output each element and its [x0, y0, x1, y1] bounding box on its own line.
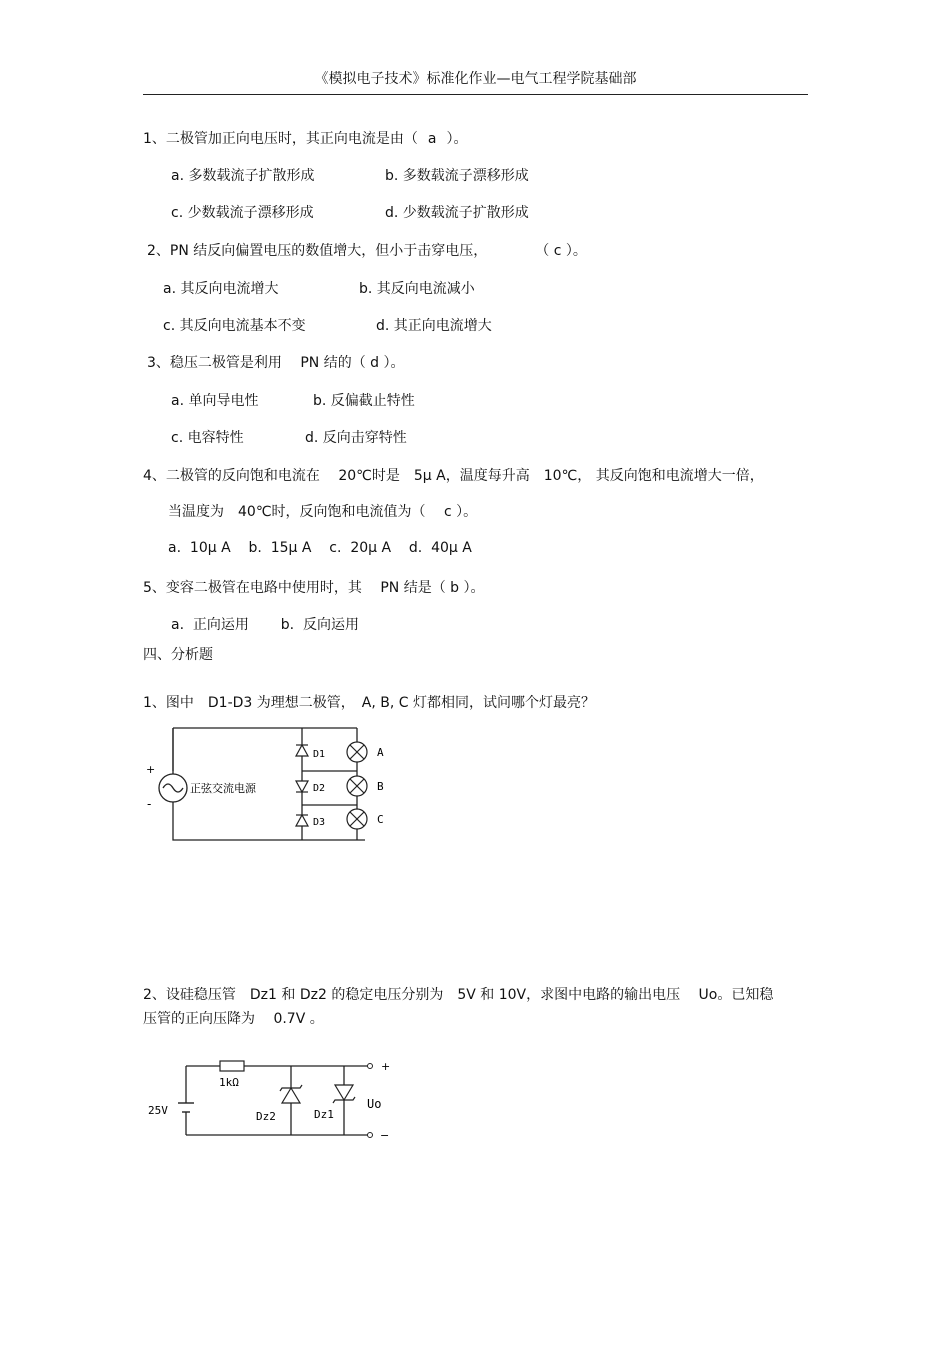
q1-option-a: a. 多数载流子扩散形成: [171, 168, 315, 184]
q2-option-b: b. 其反向电流减小: [359, 281, 475, 297]
question-4-line-1: 4、二极管的反向饱和电流在 20℃时是 5μ A，温度每升高 10℃， 其反向饱和电流增大一倍，: [143, 468, 764, 484]
q3-option-d: d. 反向击穿特性: [305, 430, 407, 446]
q2-option-c: c. 其反向电流基本不变: [163, 318, 306, 334]
diode-d3-symbol: [296, 815, 308, 826]
d3-label: D3: [313, 817, 326, 828]
q2-option-a: a. 其反向电流增大: [163, 281, 279, 297]
q5-options: a. 正向运用 b. 反向运用: [171, 617, 359, 633]
circuit-diagram-2: [140, 1055, 400, 1145]
ac-source-symbol: [159, 774, 187, 802]
output-voltage-label: Uo: [367, 1097, 382, 1111]
lamp-c-label: C: [377, 813, 384, 826]
q1-option-d: d. 少数载流子扩散形成: [385, 205, 529, 221]
lamp-a-icon: [347, 742, 367, 762]
output-terminal-plus: [368, 1064, 373, 1069]
q3-option-c: c. 电容特性: [171, 430, 244, 446]
lamp-a-label: A: [377, 746, 384, 759]
header-title: 《模拟电子技术》标准化作业—电气工程学院基础部: [314, 71, 637, 87]
q3-option-b: b. 反偏截止特性: [313, 393, 415, 409]
zener-dz2-symbol: [280, 1085, 302, 1103]
output-minus-label: −: [380, 1129, 390, 1142]
page-header: [143, 69, 808, 95]
question-1-answer: a: [427, 131, 437, 147]
output-terminal-minus: [368, 1133, 373, 1138]
question-2-answer: （ c ）。: [535, 243, 587, 259]
d2-label: D2: [313, 783, 326, 794]
question-2: [147, 240, 587, 260]
resistor-symbol: [220, 1061, 244, 1071]
question-2-stem: 2、PN 结反向偏置电压的数值增大，但小于击穿电压，: [147, 243, 488, 259]
lamp-b-label: B: [377, 780, 384, 793]
battery-label: 25V: [148, 1104, 168, 1117]
problem-2-line-1: 2、设硅稳压管 Dz1 和 Dz2 的稳定电压分别为 5V 和 10V，求图中电路的输出电压 Uo。已知稳: [143, 987, 774, 1003]
question-1-stem: 1、二极管加正向电压时，其正向电流是由（: [143, 131, 418, 147]
problem-1-text: 1、图中 D1-D3 为理想二极管， A, B, C 灯都相同，试问哪个灯最亮？: [143, 695, 595, 711]
question-5: 5、变容二极管在电路中使用时，其 PN 结是（ b ）。: [143, 580, 485, 596]
dz1-label: Dz1: [314, 1108, 334, 1121]
source-minus-label: -: [147, 797, 152, 811]
lamp-b-icon: [347, 776, 367, 796]
diode-d2-symbol: [296, 781, 308, 792]
output-plus-label: +: [381, 1060, 391, 1073]
circuit-diagram-1: [140, 720, 400, 850]
source-plus-label: +: [146, 763, 156, 776]
q2-option-d: d. 其正向电流增大: [376, 318, 492, 334]
question-4-line-2: 当温度为 40℃时，反向饱和电流值为（ c ）。: [168, 504, 478, 520]
resistor-label: 1kΩ: [219, 1076, 239, 1089]
q1-option-c: c. 少数载流子漂移形成: [171, 205, 314, 221]
q1-option-b: b. 多数载流子漂移形成: [385, 168, 529, 184]
problem-2-line-2: 压管的正向压降为 0.7V 。: [143, 1011, 324, 1027]
question-3: 3、稳压二极管是利用 PN 结的（ d ）。: [147, 355, 405, 371]
dz2-label: Dz2: [256, 1110, 276, 1123]
battery-symbol: [178, 1103, 194, 1112]
question-1: [143, 128, 468, 148]
d1-label: D1: [313, 749, 326, 760]
section-title: 四、分析题: [143, 647, 213, 663]
q3-option-a: a. 单向导电性: [171, 393, 259, 409]
question-1-end: ）。: [446, 131, 468, 147]
q4-options: a. 10μ A b. 15μ A c. 20μ A d. 40μ A: [168, 540, 472, 556]
zener-dz1-symbol: [333, 1085, 355, 1103]
source-label: 正弦交流电源: [190, 782, 256, 795]
lamp-c-icon: [347, 809, 367, 829]
diode-d1-symbol: [296, 745, 308, 756]
